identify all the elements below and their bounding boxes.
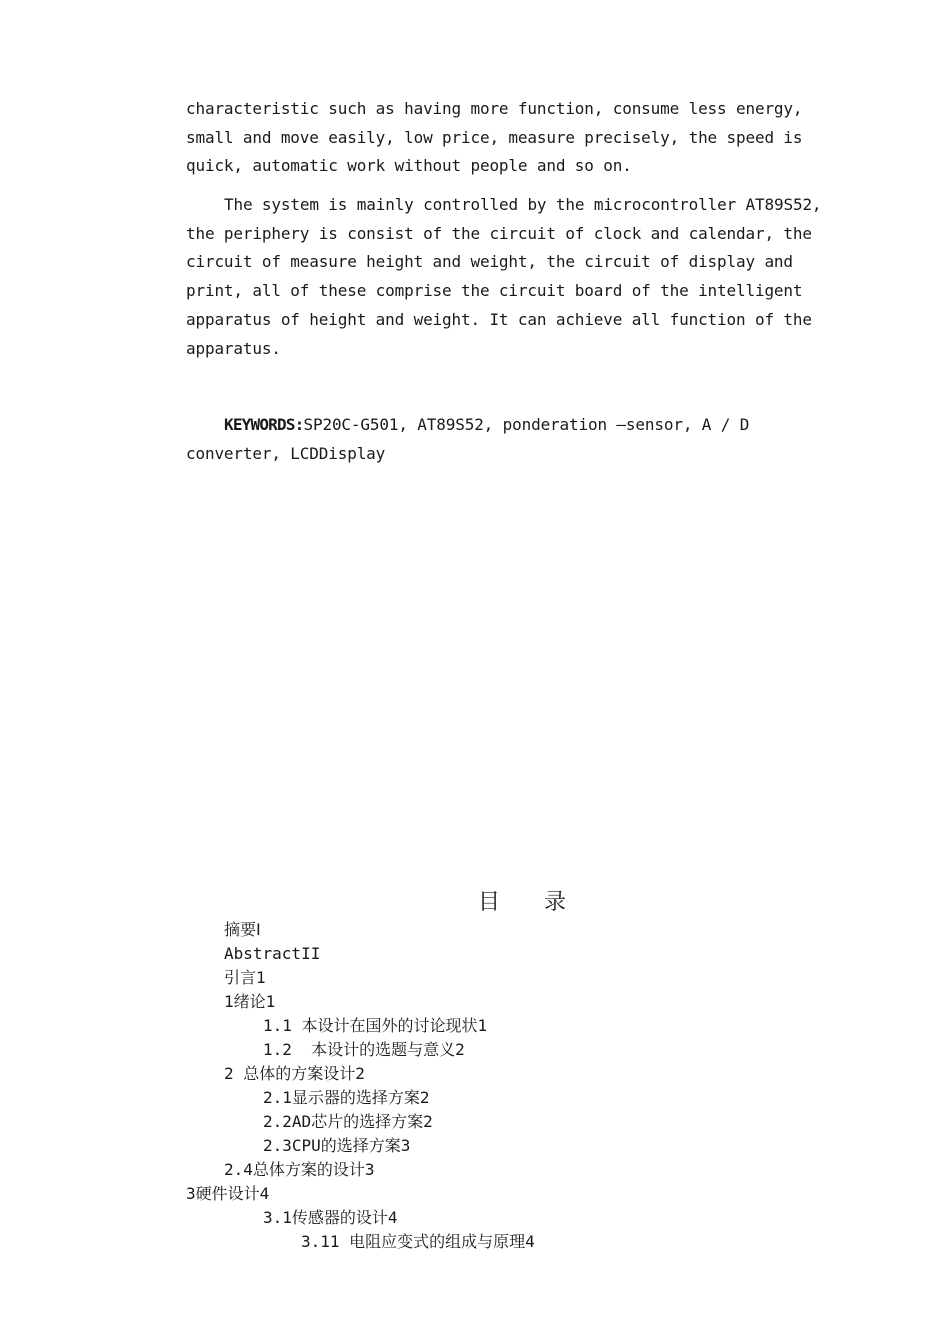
toc-item[interactable]: 1绪论1 (224, 992, 276, 1011)
abstract-paragraph-2: The system is mainly controlled by the microcontroller AT89S52, the periphery is consist of the circuit of clock and calendar, the circuit of measure height and weight, the circuit of display and print, all of these comprise the circuit board of the intelligent apparatus of height and weight. It can achieve all function of the apparatus. (186, 195, 831, 358)
toc-item[interactable]: 2.3CPU的选择方案3 (263, 1136, 411, 1155)
toc-title-char-2: 录 (544, 890, 567, 915)
keywords-line (186, 411, 836, 468)
keywords-label: KEYWORDS: (224, 415, 304, 434)
toc-item[interactable]: 1.2 本设计的选题与意义2 (263, 1040, 465, 1059)
toc-item[interactable]: 3.11 电阻应变式的组成与原理4 (301, 1232, 535, 1251)
toc-title (478, 885, 566, 916)
toc-item[interactable]: AbstractII (224, 944, 321, 963)
abstract-paragraph-1: characteristic such as having more function, consume less energy, small and move easily, low price, measure precisely, the speed is quick, automatic work without people and so on. (186, 99, 812, 176)
toc-item[interactable]: 引言1 (224, 968, 266, 987)
toc-item[interactable]: 2.2AD芯片的选择方案2 (263, 1112, 433, 1131)
toc-item[interactable]: 3.1传感器的设计4 (263, 1208, 398, 1227)
keywords-text: SP20C-G501, AT89S52, ponderation –sensor, A / D converter, LCDDisplay (186, 415, 759, 463)
toc-item[interactable]: 2.4总体方案的设计3 (224, 1160, 375, 1179)
toc-item[interactable]: 2 总体的方案设计2 (224, 1064, 365, 1083)
toc-title-char-1: 目 (478, 890, 501, 915)
toc-item[interactable]: 2.1显示器的选择方案2 (263, 1088, 430, 1107)
toc-item[interactable]: 3硬件设计4 (186, 1184, 270, 1203)
toc-item[interactable]: 1.1 本设计在国外的讨论现状1 (263, 1016, 488, 1035)
toc-item[interactable]: 摘要Ⅰ (224, 920, 261, 939)
